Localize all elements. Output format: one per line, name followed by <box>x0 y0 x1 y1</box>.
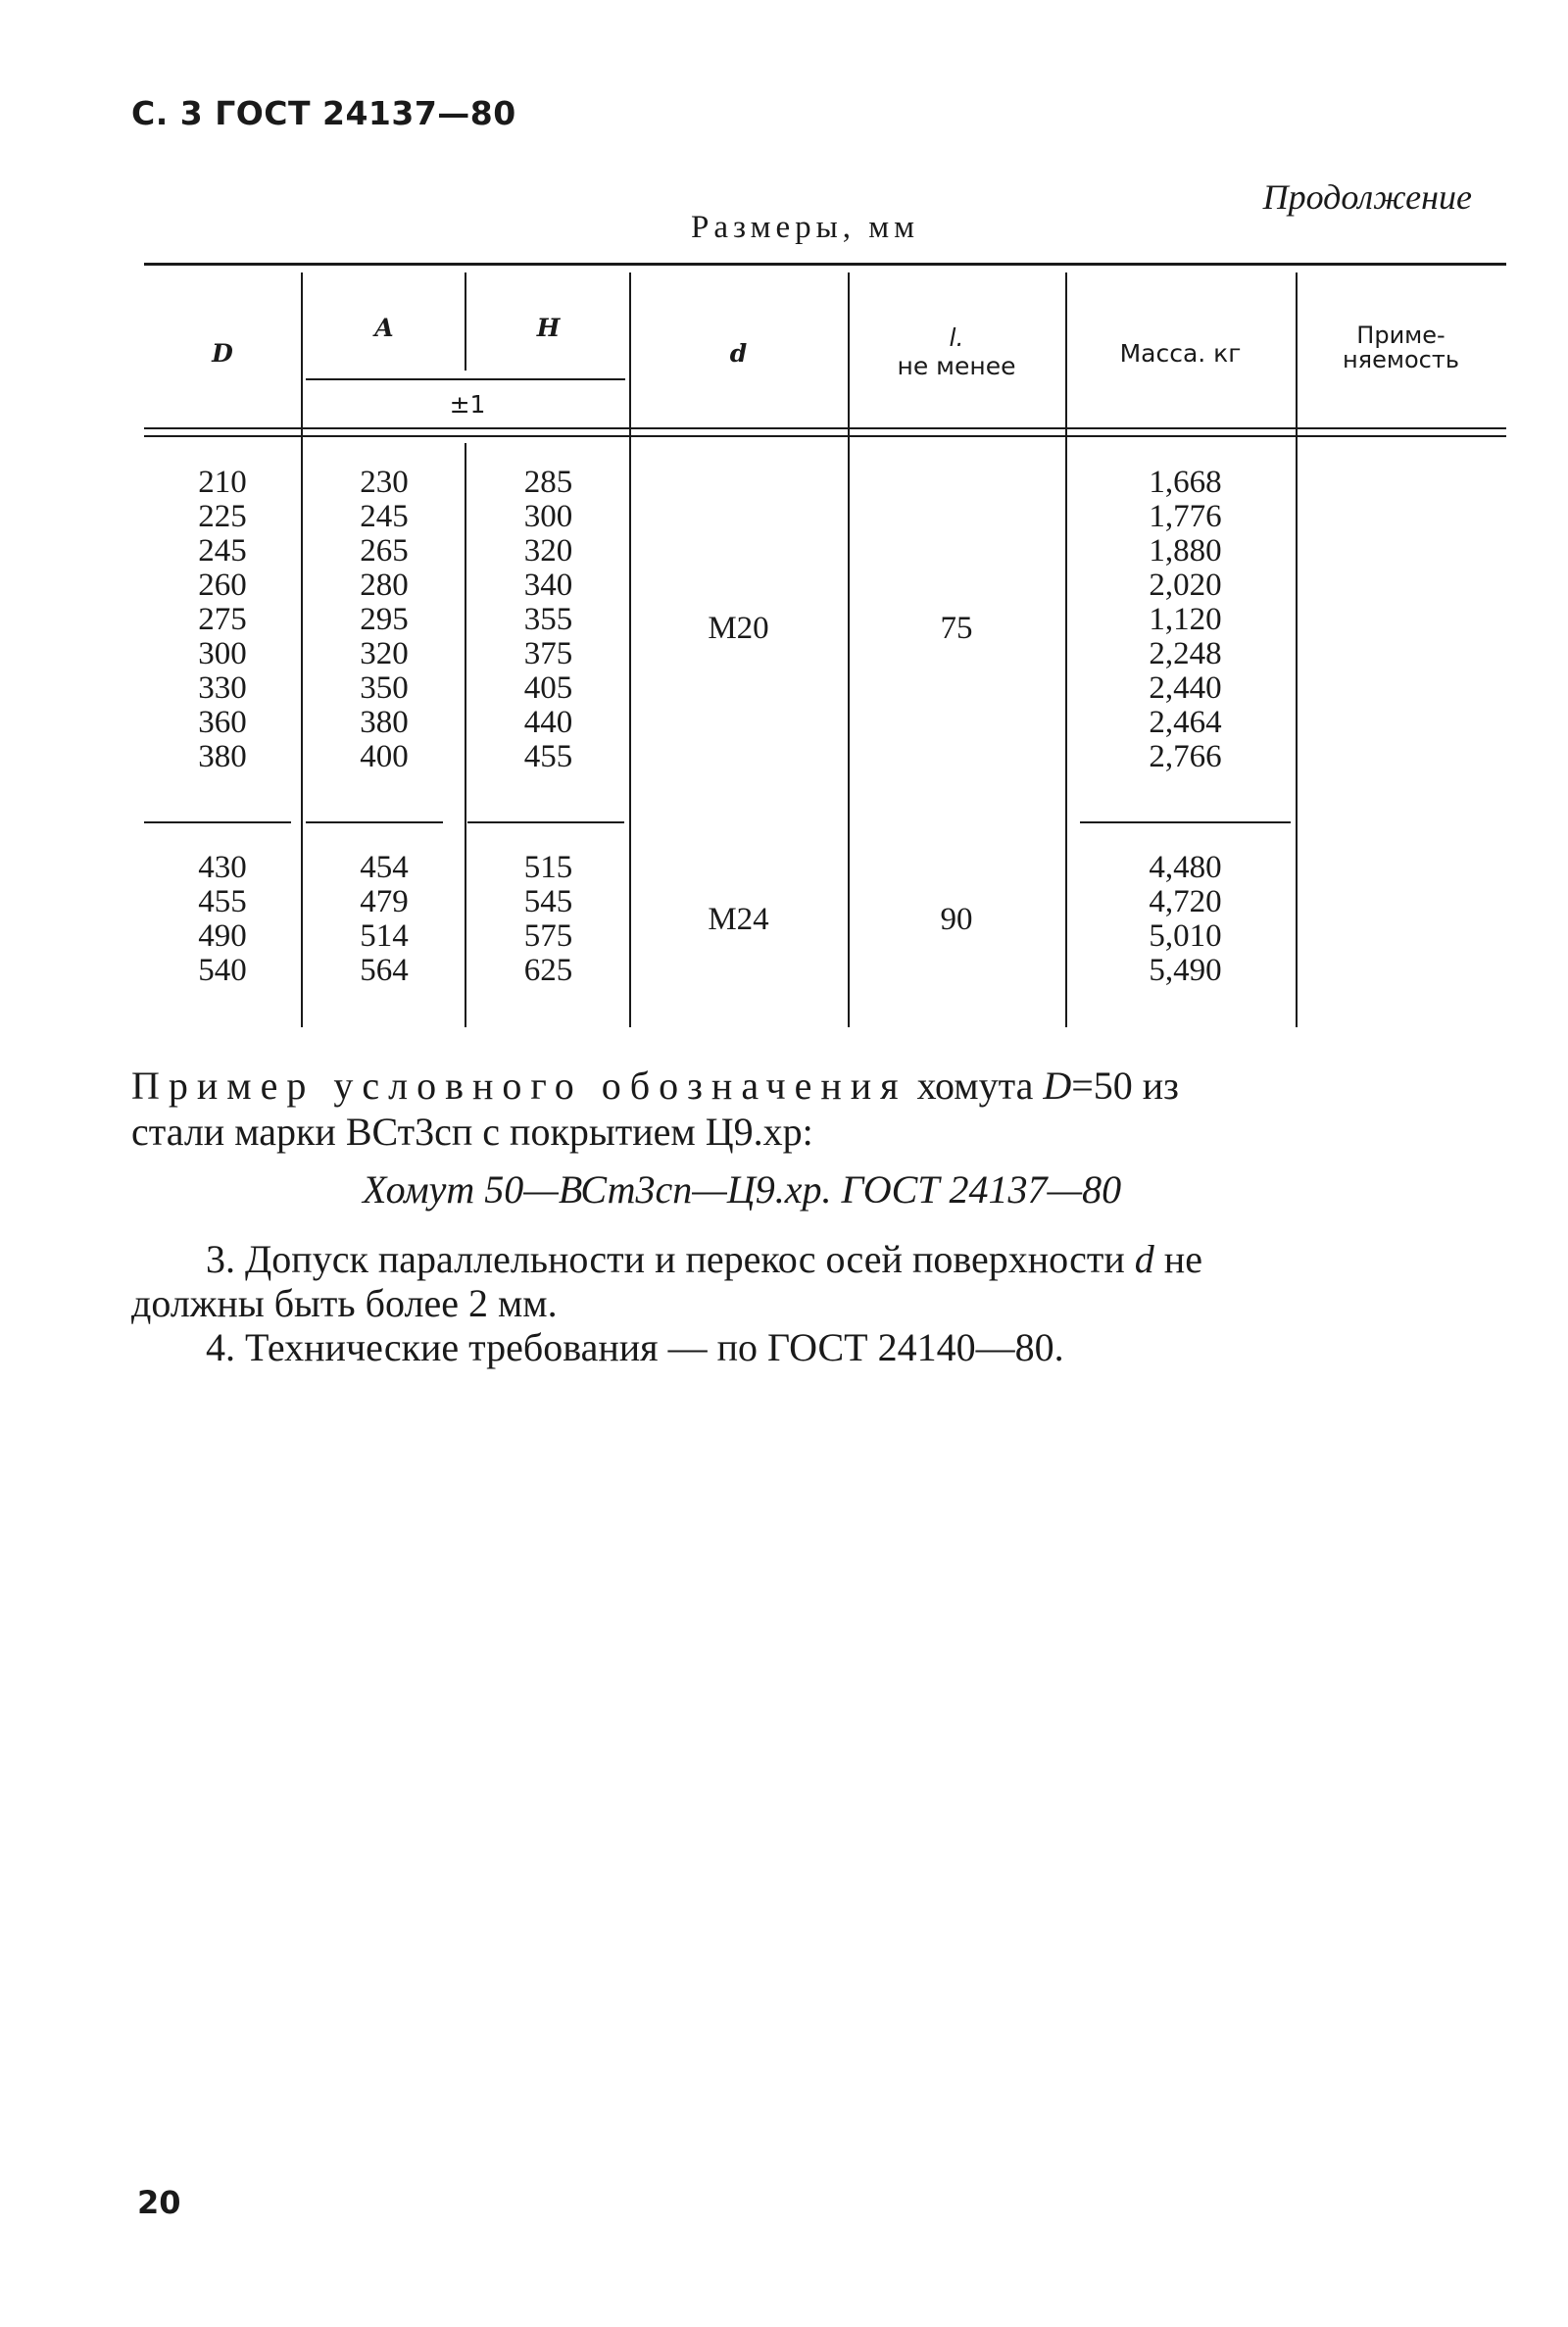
designation-example-text-b: =50 из <box>1071 1064 1179 1108</box>
continuation-label: Продолжение <box>1262 177 1472 217</box>
table-cell: 5,010 <box>1149 918 1222 954</box>
designation-formula: Хомут 50—ВСт3сп—Ц9.хр. ГОСТ 24137—80 <box>363 1167 1122 1212</box>
group2-D-column <box>144 851 301 988</box>
table-cell: 455 <box>198 884 247 919</box>
col-rule-2 <box>465 443 466 1027</box>
table-cell: 540 <box>198 953 247 988</box>
header-mass: Масса. кг <box>1119 339 1242 368</box>
table-cell: 300 <box>198 636 247 671</box>
table-cell: 245 <box>360 499 409 534</box>
group2-l-value: 90 <box>940 902 973 937</box>
table-cell: 2,248 <box>1149 636 1222 671</box>
header-tolerance: ±1 <box>449 390 486 419</box>
table-cell: 1,776 <box>1149 499 1222 534</box>
table-cell: 330 <box>198 670 247 706</box>
header-A: A <box>374 314 394 342</box>
group2-H-column <box>467 851 629 988</box>
table-cell: 5,490 <box>1149 953 1222 988</box>
table-cell: 295 <box>360 602 409 637</box>
group1-A-column <box>306 466 463 774</box>
page-header: С. 3 ГОСТ 24137—80 <box>131 94 516 132</box>
group-separator-D <box>144 821 291 823</box>
table-cell: 400 <box>360 739 409 774</box>
table-cell: 275 <box>198 602 247 637</box>
table-cell: 2,766 <box>1149 739 1222 774</box>
table-cell: 1,120 <box>1149 602 1222 637</box>
header-l-note: не менее <box>897 352 1016 380</box>
table-cell: 350 <box>360 670 409 706</box>
table-cell: 340 <box>523 568 573 603</box>
table-cell: 575 <box>523 918 573 954</box>
table-top-rule <box>144 263 1506 266</box>
item-3-text-a: 3. Допуск параллельности и перекос осей поверхности <box>206 1237 1135 1281</box>
group2-d-value: М24 <box>708 902 769 937</box>
table-cell: 405 <box>523 670 573 706</box>
designation-example-spaced: Пример условного обозначения <box>131 1064 907 1108</box>
col-rule-1 <box>301 272 303 1027</box>
table-cell: 479 <box>360 884 409 919</box>
header-applicability-line1: Приме- <box>1356 322 1446 349</box>
table-cell: 545 <box>523 884 573 919</box>
header-rule-2 <box>144 435 1506 437</box>
table-cell: 454 <box>360 850 409 885</box>
table-cell: 455 <box>523 739 573 774</box>
table-cell: 225 <box>198 499 247 534</box>
group-separator-A <box>306 821 443 823</box>
table-cell: 285 <box>523 465 573 500</box>
table-cell: 245 <box>198 533 247 569</box>
table-cell: 260 <box>198 568 247 603</box>
table-cell: 2,464 <box>1149 705 1222 740</box>
header-l <box>848 323 1065 380</box>
group2-mass-column <box>1070 851 1300 988</box>
table-cell: 360 <box>198 705 247 740</box>
table-cell: 2,020 <box>1149 568 1222 603</box>
header-d: d <box>729 339 748 368</box>
col-rule-5 <box>1065 272 1067 1027</box>
col-rule-ah-header <box>465 272 466 371</box>
table-cell: 210 <box>198 465 247 500</box>
table-cell: 265 <box>360 533 409 569</box>
group1-d-value: М20 <box>708 611 769 646</box>
group1-mass-column <box>1070 466 1300 774</box>
table-cell: 440 <box>523 705 573 740</box>
item-4: 4. Технические требования — по ГОСТ 24140—80. <box>206 1325 1064 1369</box>
header-rule-1 <box>144 427 1506 429</box>
ah-subheader-rule <box>306 378 625 380</box>
table-cell: 355 <box>523 602 573 637</box>
header-applicability <box>1296 323 1506 372</box>
page-number: 20 <box>137 2184 181 2221</box>
group-separator-H <box>467 821 624 823</box>
table-cell: 320 <box>360 636 409 671</box>
item-3-line2: должны быть более 2 мм. <box>131 1281 558 1325</box>
table-cell: 2,440 <box>1149 670 1222 706</box>
table-cell: 380 <box>360 705 409 740</box>
header-D: D <box>212 339 233 368</box>
dimensions-caption: Размеры, мм <box>691 210 920 245</box>
table-cell: 320 <box>523 533 573 569</box>
designation-example-line2: стали марки ВСт3сп с покрытием Ц9.хр: <box>131 1110 813 1154</box>
group-separator-mass <box>1080 821 1291 823</box>
header-applicability-line2: няемость <box>1342 346 1459 373</box>
table-cell: 380 <box>198 739 247 774</box>
designation-example-text-a: хомута <box>906 1064 1044 1108</box>
table-cell: 230 <box>360 465 409 500</box>
table-cell: 4,480 <box>1149 850 1222 885</box>
item-3-var: d <box>1134 1237 1154 1281</box>
item-3-line1 <box>206 1237 1503 1282</box>
table-cell: 1,668 <box>1149 465 1222 500</box>
dimensions-table <box>144 263 1506 1027</box>
table-cell: 300 <box>523 499 573 534</box>
table-cell: 375 <box>523 636 573 671</box>
table-cell: 4,720 <box>1149 884 1222 919</box>
table-cell: 430 <box>198 850 247 885</box>
header-l-symbol: l. <box>949 323 964 352</box>
designation-example-var: D <box>1043 1064 1072 1108</box>
designation-example-line1 <box>131 1064 1503 1109</box>
table-cell: 490 <box>198 918 247 954</box>
table-cell: 1,880 <box>1149 533 1222 569</box>
group1-H-column <box>467 466 629 774</box>
group1-l-value: 75 <box>940 611 973 646</box>
table-cell: 514 <box>360 918 409 954</box>
header-H: H <box>536 314 561 342</box>
table-cell: 564 <box>360 953 409 988</box>
table-cell: 625 <box>523 953 573 988</box>
group1-D-column <box>144 466 301 774</box>
table-cell: 280 <box>360 568 409 603</box>
group2-A-column <box>306 851 463 988</box>
table-cell: 515 <box>523 850 573 885</box>
item-3-text-b: не <box>1153 1237 1202 1281</box>
